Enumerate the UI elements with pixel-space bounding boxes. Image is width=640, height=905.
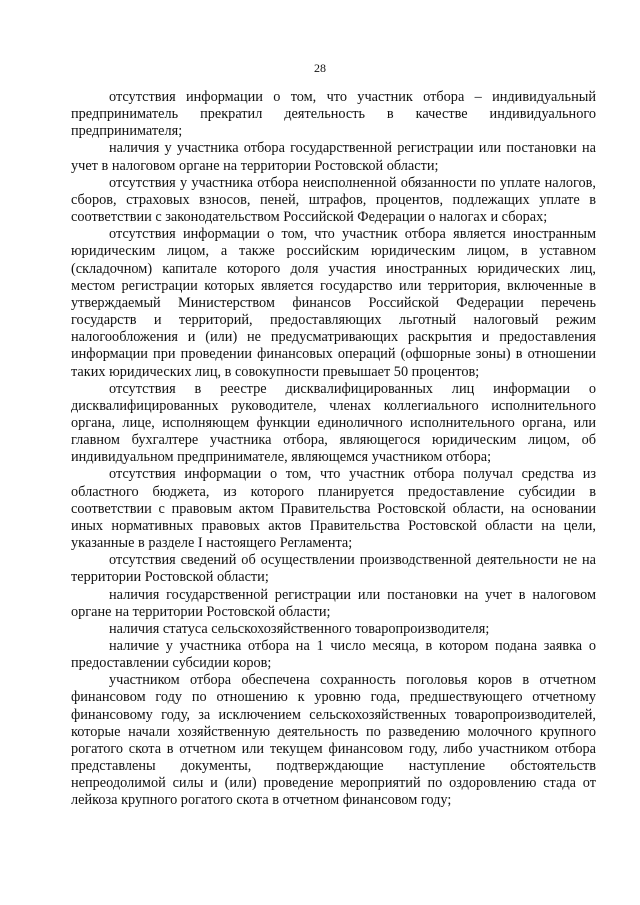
document-body [71, 89, 596, 810]
paragraph: участником отбора обеспечена сохранность поголовья коров в отчетном финансовом году по отношению к уровню года, предшествующего отчетному финансовому году, за исключением сельскохозяйственных товаропроизводителей, которые начали хозяйственную деятельность по разведению молочного крупного рогатого скота в отчетном или текущем финансовом году, либо участником отбора представлены документы, подтверждающие наступление обстоятельств непреодолимой силы и (или) проведение мероприятий по оздоровлению стада от лейкоза крупного рогатого скота в отчетном финансовом году; [71, 672, 596, 809]
page-number: 28 [314, 61, 326, 75]
paragraph: наличия у участника отбора государственной регистрации или постановки на учет в налоговом органе на территории Ростовской области; [71, 140, 596, 174]
paragraph: наличие у участника отбора на 1 число месяца, в котором подана заявка о предоставлении субсидии коров; [71, 638, 596, 672]
paragraph: наличия статуса сельскохозяйственного товаропроизводителя; [109, 620, 490, 637]
paragraph: отсутствия у участника отбора неисполненной обязанности по уплате налогов, сборов, страховых взносов, пеней, штрафов, процентов, подлежащих уплате в соответствии с законодательством Российской Федерации о налогах и сборах; [71, 174, 596, 226]
paragraph: наличия государственной регистрации или постановки на учет в налоговом органе на территории Ростовской области; [71, 586, 596, 620]
paragraph: отсутствия информации о том, что участник отбора – индивидуальный предприниматель прекратил деятельность в качестве индивидуального предпринимателя; [71, 89, 596, 140]
paragraph: отсутствия информации о том, что участник отбора получал средства из областного бюджета, из которого планируется предоставление субсидии в соответствии с правовым актом Правительства Ростовской области, на основании иных нормативных правовых актов Правительства Ростовской области на цели, указанные в разделе I настоящего Регламента; [71, 466, 596, 552]
paragraph: отсутствия сведений об осуществлении производственной деятельности не на территории Ростовской области; [71, 552, 596, 586]
paragraph: отсутствия в реестре дисквалифицированных лиц информации о дисквалифицированных руководителе, членах коллегиального исполнительного органа, лице, исполняющем функции единоличного исполнительного органа, или главном бухгалтере участника отбора, являющегося юридическим лицом, об индивидуальном предпринимателе, являющемся участником отбора; [71, 380, 596, 466]
paragraph: отсутствия информации о том, что участник отбора является иностранным юридическим лицом, а также российским юридическим лицом, в уставном (складочном) капитале которого доля участия иностранных юридических лиц, местом регистрации которых является государство или территория, включенные в утверждаемый Министерством финансов Российской Федерации перечень государств и территорий, предоставляющих льготный налоговый режим налогообложения и (или) не предусматривающих раскрытия и предоставления информации при проведении финансовых операций (офшорные зоны) в отношении таких юридических лиц, в совокупности превышает 50 процентов; [71, 226, 596, 380]
